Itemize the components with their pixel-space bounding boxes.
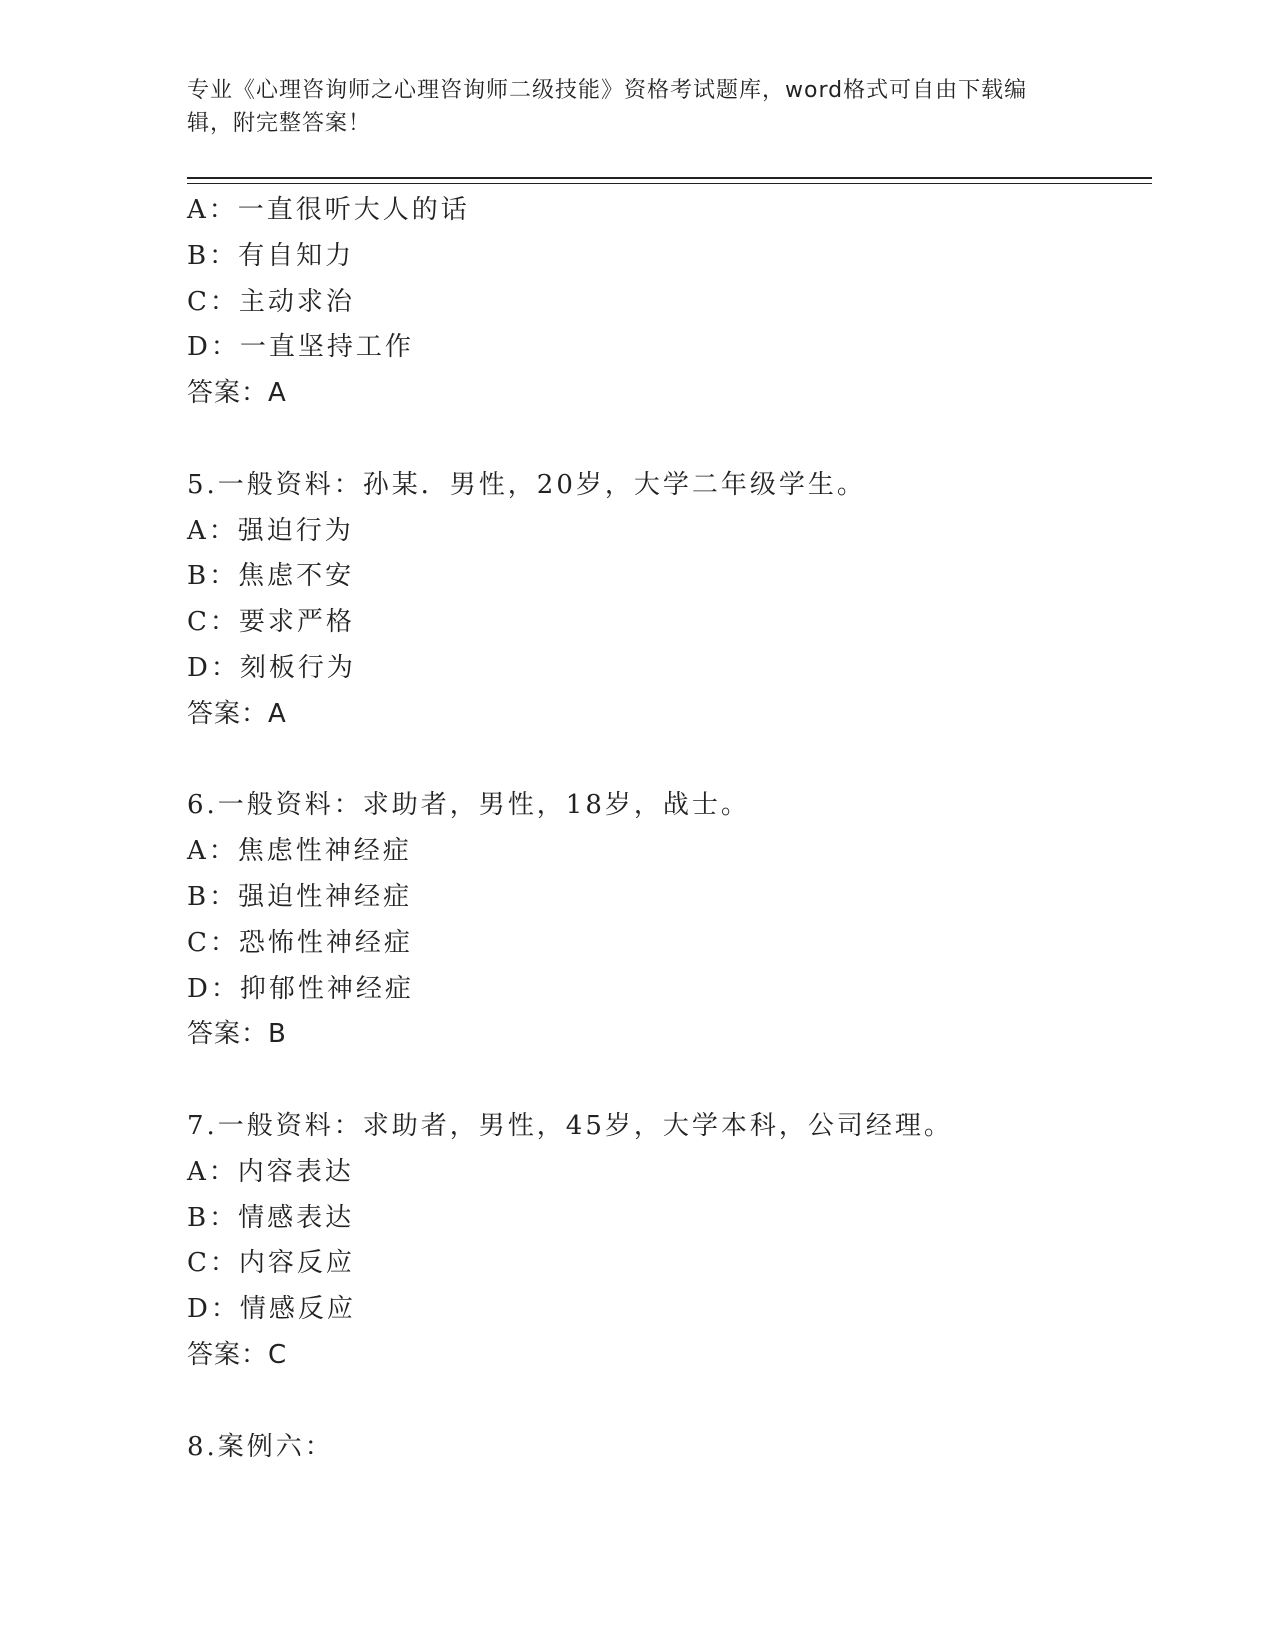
answer-line: 答案：C: [187, 1339, 288, 1370]
option-b: B：焦虑不安: [187, 561, 355, 592]
option-b: B：情感表达: [187, 1202, 355, 1233]
question-stem: 8.案例六：: [187, 1431, 334, 1462]
question-block: [187, 783, 1147, 1058]
header-divider-thick: [187, 177, 1152, 179]
question-stem: 5.一般资料：孙某．男性，20岁，大学二年级学生。: [187, 469, 866, 500]
option-a: A：强迫行为: [187, 515, 354, 546]
option-d: D：抑郁性神经症: [187, 973, 414, 1004]
option-d: D：一直坚持工作: [187, 332, 414, 363]
question-block: [187, 188, 1147, 417]
answer-line: 答案：B: [187, 1019, 287, 1050]
question-block: [187, 463, 1147, 738]
header-divider-thin: [187, 183, 1152, 184]
question-block: [187, 1104, 1147, 1379]
option-a: A：焦虑性神经症: [187, 836, 412, 867]
answer-line: 答案：A: [187, 698, 287, 729]
answer-line: 答案：A: [187, 378, 287, 409]
option-a: A：内容表达: [187, 1156, 354, 1187]
option-a: A：一直很听大人的话: [187, 195, 470, 225]
document-header: 专业《心理咨询师之心理咨询师二级技能》资格考试题库，word格式可自由下载编辑，附完整答案！: [187, 78, 1028, 136]
option-c: C：主动求治: [187, 286, 355, 317]
option-d: D：刻板行为: [187, 652, 356, 683]
question-list: [187, 188, 1147, 1470]
option-c: C：要求严格: [187, 607, 355, 638]
option-d: D：情感反应: [187, 1294, 356, 1325]
option-c: C：内容反应: [187, 1248, 355, 1279]
option-c: C：恐怖性神经症: [187, 927, 413, 958]
question-block: [187, 1425, 1147, 1471]
question-stem: 7.一般资料：求助者，男性，45岁，大学本科，公司经理。: [187, 1110, 953, 1141]
option-b: B：强迫性神经症: [187, 881, 413, 912]
question-stem: 6.一般资料：求助者，男性，18岁，战士。: [187, 790, 750, 821]
option-b: B：有自知力: [187, 240, 355, 271]
